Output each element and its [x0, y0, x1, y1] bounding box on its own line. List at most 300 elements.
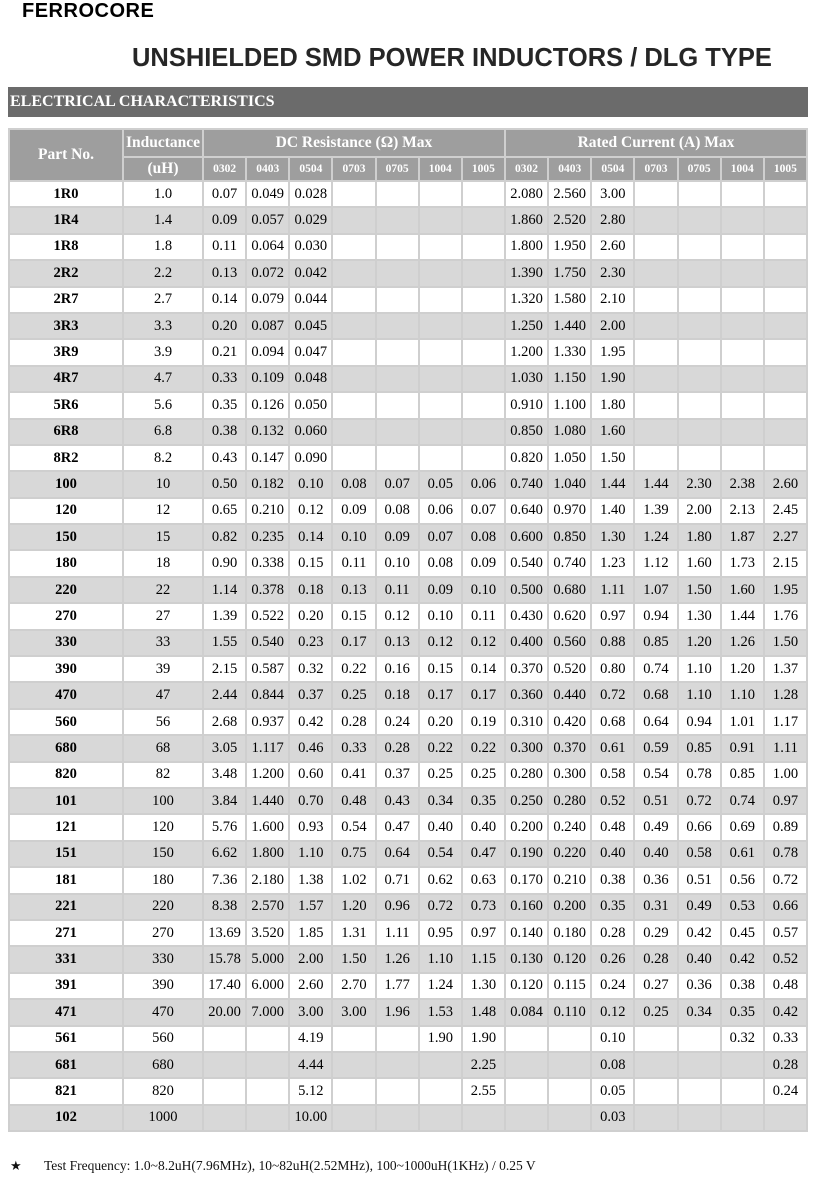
rated-current-cell: 1.90 — [592, 367, 633, 391]
rated-current-cell: 0.25 — [635, 1000, 676, 1024]
rated-current-cell — [679, 340, 720, 364]
dc-resistance-cell — [420, 367, 461, 391]
rated-current-cell — [679, 1079, 720, 1103]
rated-current-cell — [635, 1053, 676, 1077]
rated-current-cell: 1.80 — [592, 393, 633, 417]
dc-resistance-cell: 0.17 — [463, 683, 504, 707]
rated-current-cell: 2.520 — [549, 208, 590, 232]
dc-resistance-cell: 1.85 — [290, 921, 331, 945]
dc-resistance-cell: 0.25 — [463, 763, 504, 787]
rated-current-cell: 0.360 — [506, 683, 547, 707]
rated-current-cell: 0.61 — [592, 736, 633, 760]
rated-current-cell: 0.250 — [506, 789, 547, 813]
dc-resistance-cell: 2.570 — [247, 895, 288, 919]
rated-current-cell — [722, 420, 763, 444]
rated-current-cell — [722, 261, 763, 285]
rated-current-cell: 2.13 — [722, 499, 763, 523]
rated-current-cell: 1.80 — [679, 525, 720, 549]
rated-current-cell: 0.58 — [592, 763, 633, 787]
inductance-cell: 470 — [124, 1000, 202, 1024]
rated-current-cell: 0.280 — [506, 763, 547, 787]
rated-current-cell: 0.38 — [592, 868, 633, 892]
dc-resistance-cell: 0.12 — [290, 499, 331, 523]
dc-resistance-cell: 0.63 — [463, 868, 504, 892]
dc-resistance-cell: 0.90 — [204, 551, 245, 575]
section-header: ELECTRICAL CHARACTERISTICS — [8, 87, 808, 117]
rated-current-cell: 0.48 — [592, 815, 633, 839]
header-inductance: Inductance — [124, 130, 202, 156]
rated-current-cell — [679, 182, 720, 206]
rated-current-cell — [722, 235, 763, 259]
header-current-size: 0703 — [635, 158, 676, 180]
page-title-wrap — [132, 44, 772, 73]
rated-current-cell — [635, 340, 676, 364]
rated-current-cell: 0.97 — [592, 604, 633, 628]
dc-resistance-cell: 0.65 — [204, 499, 245, 523]
dc-resistance-cell: 0.43 — [204, 446, 245, 470]
part-number-cell: 2R7 — [10, 288, 122, 312]
rated-current-cell — [635, 446, 676, 470]
inductance-cell: 56 — [124, 710, 202, 734]
dc-resistance-cell: 0.24 — [377, 710, 418, 734]
dc-resistance-cell: 0.09 — [420, 578, 461, 602]
dc-resistance-cell — [333, 182, 374, 206]
test-frequency-note — [10, 1158, 536, 1174]
inductance-cell: 5.6 — [124, 393, 202, 417]
dc-resistance-cell: 0.18 — [290, 578, 331, 602]
table-row — [10, 261, 806, 285]
rated-current-cell: 0.500 — [506, 578, 547, 602]
dc-resistance-cell: 1.39 — [204, 604, 245, 628]
dc-resistance-cell: 0.82 — [204, 525, 245, 549]
rated-current-cell: 0.520 — [549, 657, 590, 681]
rated-current-cell: 0.32 — [722, 1027, 763, 1051]
part-number-cell: 120 — [10, 499, 122, 523]
dc-resistance-cell: 0.33 — [333, 736, 374, 760]
table-row — [10, 340, 806, 364]
dc-resistance-cell — [204, 1027, 245, 1051]
dc-resistance-cell: 0.12 — [463, 631, 504, 655]
dc-resistance-cell: 0.11 — [204, 235, 245, 259]
table-row — [10, 736, 806, 760]
dc-resistance-cell: 1.15 — [463, 947, 504, 971]
dc-resistance-cell: 0.40 — [463, 815, 504, 839]
table-row — [10, 895, 806, 919]
dc-resistance-cell: 1.02 — [333, 868, 374, 892]
dc-resistance-cell: 4.44 — [290, 1053, 331, 1077]
rated-current-cell — [549, 1027, 590, 1051]
rated-current-cell: 0.80 — [592, 657, 633, 681]
dc-resistance-cell: 0.28 — [333, 710, 374, 734]
rated-current-cell — [506, 1079, 547, 1103]
dc-resistance-cell — [333, 314, 374, 338]
part-number-cell: 101 — [10, 789, 122, 813]
dc-resistance-cell: 5.76 — [204, 815, 245, 839]
table-row — [10, 974, 806, 998]
dc-resistance-cell: 1.440 — [247, 789, 288, 813]
header-dcr-size: 1004 — [420, 158, 461, 180]
dc-resistance-cell: 0.050 — [290, 393, 331, 417]
rated-current-cell: 1.150 — [549, 367, 590, 391]
dc-resistance-cell: 1.10 — [420, 947, 461, 971]
table-row — [10, 288, 806, 312]
rated-current-cell: 0.59 — [635, 736, 676, 760]
inductance-cell: 390 — [124, 974, 202, 998]
rated-current-cell: 1.580 — [549, 288, 590, 312]
rated-current-cell: 1.95 — [765, 578, 806, 602]
dc-resistance-cell: 0.10 — [463, 578, 504, 602]
dc-resistance-cell — [463, 235, 504, 259]
rated-current-cell — [679, 367, 720, 391]
rated-current-cell: 0.400 — [506, 631, 547, 655]
dc-resistance-cell: 0.35 — [463, 789, 504, 813]
rated-current-cell: 0.49 — [635, 815, 676, 839]
rated-current-cell: 1.250 — [506, 314, 547, 338]
dc-resistance-cell: 0.23 — [290, 631, 331, 655]
rated-current-cell: 0.66 — [679, 815, 720, 839]
rated-current-cell — [765, 340, 806, 364]
part-number-cell: 8R2 — [10, 446, 122, 470]
rated-current-cell: 1.320 — [506, 288, 547, 312]
rated-current-cell — [765, 393, 806, 417]
dc-resistance-cell: 1.90 — [420, 1027, 461, 1051]
dc-resistance-cell — [463, 340, 504, 364]
rated-current-cell: 1.800 — [506, 235, 547, 259]
dc-resistance-cell — [333, 208, 374, 232]
part-number-cell: 3R9 — [10, 340, 122, 364]
dc-resistance-cell: 10.00 — [290, 1106, 331, 1130]
rated-current-cell: 0.430 — [506, 604, 547, 628]
dc-resistance-cell: 0.090 — [290, 446, 331, 470]
inductance-cell: 22 — [124, 578, 202, 602]
dc-resistance-cell: 0.37 — [290, 683, 331, 707]
rated-current-cell: 0.31 — [635, 895, 676, 919]
part-number-cell: 121 — [10, 815, 122, 839]
dc-resistance-cell: 0.11 — [463, 604, 504, 628]
dc-resistance-cell: 1.30 — [463, 974, 504, 998]
rated-current-cell: 0.40 — [592, 842, 633, 866]
dc-resistance-cell: 0.079 — [247, 288, 288, 312]
table-row — [10, 208, 806, 232]
dc-resistance-cell: 0.057 — [247, 208, 288, 232]
rated-current-cell: 1.28 — [765, 683, 806, 707]
inductance-cell: 1000 — [124, 1106, 202, 1130]
rated-current-cell: 0.140 — [506, 921, 547, 945]
rated-current-cell: 1.10 — [679, 657, 720, 681]
dc-resistance-cell: 0.235 — [247, 525, 288, 549]
rated-current-cell: 0.69 — [722, 815, 763, 839]
dc-resistance-cell — [377, 288, 418, 312]
table-row — [10, 551, 806, 575]
dc-resistance-cell: 1.48 — [463, 1000, 504, 1024]
rated-current-cell: 0.42 — [765, 1000, 806, 1024]
inductance-cell: 680 — [124, 1053, 202, 1077]
inductance-cell: 3.9 — [124, 340, 202, 364]
dc-resistance-cell: 0.28 — [377, 736, 418, 760]
dc-resistance-cell: 0.030 — [290, 235, 331, 259]
part-number-cell: 391 — [10, 974, 122, 998]
dc-resistance-cell — [204, 1053, 245, 1077]
inductance-cell: 180 — [124, 868, 202, 892]
brand-name: FERROCORE — [22, 0, 155, 22]
table-row — [10, 314, 806, 338]
table-row — [10, 235, 806, 259]
dc-resistance-cell: 2.60 — [290, 974, 331, 998]
dc-resistance-cell: 0.75 — [333, 842, 374, 866]
rated-current-cell — [679, 261, 720, 285]
rated-current-cell: 0.74 — [722, 789, 763, 813]
table-row — [10, 1027, 806, 1051]
rated-current-cell: 0.28 — [765, 1053, 806, 1077]
star-icon: ★ — [10, 1158, 22, 1173]
rated-current-cell — [549, 1079, 590, 1103]
rated-current-cell — [635, 288, 676, 312]
rated-current-cell — [549, 1053, 590, 1077]
rated-current-cell — [679, 288, 720, 312]
dc-resistance-cell: 5.12 — [290, 1079, 331, 1103]
dc-resistance-cell: 0.07 — [377, 472, 418, 496]
rated-current-cell: 0.51 — [635, 789, 676, 813]
dc-resistance-cell: 0.045 — [290, 314, 331, 338]
table-row — [10, 815, 806, 839]
dc-resistance-cell: 0.22 — [463, 736, 504, 760]
rated-current-cell: 2.45 — [765, 499, 806, 523]
dc-resistance-cell — [247, 1027, 288, 1051]
dc-resistance-cell: 0.522 — [247, 604, 288, 628]
rated-current-cell: 0.03 — [592, 1106, 633, 1130]
rated-current-cell: 1.11 — [765, 736, 806, 760]
rated-current-cell: 0.850 — [549, 525, 590, 549]
header-dcr-size: 1005 — [463, 158, 504, 180]
rated-current-cell — [722, 1106, 763, 1130]
dc-resistance-cell: 0.08 — [377, 499, 418, 523]
rated-current-cell — [679, 420, 720, 444]
dc-resistance-cell: 1.11 — [377, 921, 418, 945]
dc-resistance-cell: 0.20 — [290, 604, 331, 628]
dc-resistance-cell: 6.62 — [204, 842, 245, 866]
table-row — [10, 1106, 806, 1130]
dc-resistance-cell: 0.96 — [377, 895, 418, 919]
rated-current-cell: 0.36 — [679, 974, 720, 998]
rated-current-cell: 0.68 — [635, 683, 676, 707]
dc-resistance-cell: 0.13 — [377, 631, 418, 655]
rated-current-cell: 1.95 — [592, 340, 633, 364]
rated-current-cell — [765, 261, 806, 285]
dc-resistance-cell: 0.07 — [420, 525, 461, 549]
rated-current-cell: 1.330 — [549, 340, 590, 364]
rated-current-cell — [635, 1079, 676, 1103]
dc-resistance-cell: 1.90 — [463, 1027, 504, 1051]
rated-current-cell: 0.26 — [592, 947, 633, 971]
rated-current-cell — [765, 420, 806, 444]
dc-resistance-cell: 0.109 — [247, 367, 288, 391]
table-row — [10, 1000, 806, 1024]
dc-resistance-cell — [333, 446, 374, 470]
rated-current-cell: 2.15 — [765, 551, 806, 575]
dc-resistance-cell: 0.32 — [290, 657, 331, 681]
rated-current-cell — [722, 314, 763, 338]
dc-resistance-cell: 0.15 — [290, 551, 331, 575]
header-current-size: 0705 — [679, 158, 720, 180]
part-number-cell: 820 — [10, 763, 122, 787]
rated-current-cell: 1.39 — [635, 499, 676, 523]
dc-resistance-cell: 0.13 — [333, 578, 374, 602]
rated-current-cell: 1.030 — [506, 367, 547, 391]
rated-current-cell: 2.00 — [592, 314, 633, 338]
dc-resistance-cell — [463, 420, 504, 444]
rated-current-cell: 0.420 — [549, 710, 590, 734]
rated-current-cell: 0.120 — [506, 974, 547, 998]
rated-current-cell: 0.36 — [635, 868, 676, 892]
inductance-cell: 3.3 — [124, 314, 202, 338]
dc-resistance-cell — [333, 261, 374, 285]
rated-current-cell: 0.72 — [765, 868, 806, 892]
rated-current-cell: 0.440 — [549, 683, 590, 707]
rated-current-cell: 1.60 — [592, 420, 633, 444]
rated-current-cell: 0.78 — [765, 842, 806, 866]
rated-current-cell: 0.200 — [506, 815, 547, 839]
header-dcr-size: 0504 — [290, 158, 331, 180]
rated-current-cell: 1.860 — [506, 208, 547, 232]
rated-current-cell — [506, 1027, 547, 1051]
rated-current-cell: 1.950 — [549, 235, 590, 259]
table-row — [10, 1053, 806, 1077]
dc-resistance-cell — [377, 208, 418, 232]
dc-resistance-cell: 0.08 — [463, 525, 504, 549]
rated-current-cell: 0.680 — [549, 578, 590, 602]
dc-resistance-cell: 1.55 — [204, 631, 245, 655]
part-number-cell: 151 — [10, 842, 122, 866]
dc-resistance-cell — [463, 182, 504, 206]
dc-resistance-cell: 1.77 — [377, 974, 418, 998]
dc-resistance-cell: 1.800 — [247, 842, 288, 866]
dc-resistance-cell: 0.08 — [333, 472, 374, 496]
rated-current-cell: 0.24 — [592, 974, 633, 998]
part-number-cell: 3R3 — [10, 314, 122, 338]
dc-resistance-cell — [377, 340, 418, 364]
dc-resistance-cell — [377, 235, 418, 259]
rated-current-cell: 0.740 — [549, 551, 590, 575]
dc-resistance-cell — [463, 288, 504, 312]
part-number-cell: 390 — [10, 657, 122, 681]
dc-resistance-cell: 2.00 — [290, 947, 331, 971]
dc-resistance-cell — [463, 261, 504, 285]
rated-current-cell: 1.17 — [765, 710, 806, 734]
dc-resistance-cell: 2.180 — [247, 868, 288, 892]
dc-resistance-cell — [420, 393, 461, 417]
rated-current-cell — [679, 1053, 720, 1077]
rated-current-cell: 0.28 — [592, 921, 633, 945]
dc-resistance-cell — [377, 314, 418, 338]
rated-current-cell: 2.30 — [679, 472, 720, 496]
rated-current-cell: 0.540 — [506, 551, 547, 575]
table-row — [10, 367, 806, 391]
dc-resistance-cell: 20.00 — [204, 1000, 245, 1024]
dc-resistance-cell: 1.96 — [377, 1000, 418, 1024]
rated-current-cell: 1.24 — [635, 525, 676, 549]
rated-current-cell: 0.38 — [722, 974, 763, 998]
rated-current-cell: 0.910 — [506, 393, 547, 417]
dc-resistance-cell: 2.70 — [333, 974, 374, 998]
dc-resistance-cell: 0.09 — [463, 551, 504, 575]
dc-resistance-cell: 3.84 — [204, 789, 245, 813]
rated-current-cell: 0.66 — [765, 895, 806, 919]
dc-resistance-cell: 1.20 — [333, 895, 374, 919]
rated-current-cell: 1.44 — [635, 472, 676, 496]
rated-current-cell: 0.300 — [506, 736, 547, 760]
rated-current-cell: 0.370 — [549, 736, 590, 760]
dc-resistance-cell: 0.43 — [377, 789, 418, 813]
table-row — [10, 710, 806, 734]
rated-current-cell: 0.57 — [765, 921, 806, 945]
dc-resistance-cell — [420, 288, 461, 312]
part-number-cell: 681 — [10, 1053, 122, 1077]
rated-current-cell: 1.080 — [549, 420, 590, 444]
rated-current-cell: 0.58 — [679, 842, 720, 866]
rated-current-cell: 0.68 — [592, 710, 633, 734]
dc-resistance-cell: 0.044 — [290, 288, 331, 312]
dc-resistance-cell: 1.10 — [290, 842, 331, 866]
dc-resistance-cell: 0.094 — [247, 340, 288, 364]
dc-resistance-cell: 0.14 — [463, 657, 504, 681]
dc-resistance-cell: 0.21 — [204, 340, 245, 364]
rated-current-cell: 0.35 — [722, 1000, 763, 1024]
dc-resistance-cell: 0.25 — [333, 683, 374, 707]
inductance-cell: 1.0 — [124, 182, 202, 206]
rated-current-cell: 0.560 — [549, 631, 590, 655]
part-number-cell: 561 — [10, 1027, 122, 1051]
rated-current-cell: 0.56 — [722, 868, 763, 892]
dc-resistance-cell: 0.20 — [420, 710, 461, 734]
dc-resistance-cell: 0.71 — [377, 868, 418, 892]
dc-resistance-cell: 0.95 — [420, 921, 461, 945]
rated-current-cell: 0.850 — [506, 420, 547, 444]
table-row — [10, 499, 806, 523]
inductance-cell: 12 — [124, 499, 202, 523]
dc-resistance-cell — [204, 1106, 245, 1130]
rated-current-cell: 1.26 — [722, 631, 763, 655]
dc-resistance-cell — [247, 1079, 288, 1103]
dc-resistance-cell: 3.48 — [204, 763, 245, 787]
rated-current-cell — [635, 367, 676, 391]
rated-current-cell: 1.390 — [506, 261, 547, 285]
dc-resistance-cell: 0.11 — [377, 578, 418, 602]
rated-current-cell — [722, 446, 763, 470]
dc-resistance-cell — [420, 1079, 461, 1103]
rated-current-cell: 0.61 — [722, 842, 763, 866]
rated-current-cell: 0.35 — [592, 895, 633, 919]
dc-resistance-cell: 0.48 — [333, 789, 374, 813]
rated-current-cell: 0.120 — [549, 947, 590, 971]
header-current-size: 1005 — [765, 158, 806, 180]
dc-resistance-cell: 0.34 — [420, 789, 461, 813]
dc-resistance-cell: 5.000 — [247, 947, 288, 971]
rated-current-cell: 1.07 — [635, 578, 676, 602]
rated-current-cell: 1.30 — [592, 525, 633, 549]
part-number-cell: 470 — [10, 683, 122, 707]
rated-current-cell: 1.50 — [679, 578, 720, 602]
dc-resistance-cell: 1.200 — [247, 763, 288, 787]
rated-current-cell: 0.85 — [635, 631, 676, 655]
dc-resistance-cell — [463, 367, 504, 391]
dc-resistance-cell: 7.000 — [247, 1000, 288, 1024]
dc-resistance-cell: 0.62 — [420, 868, 461, 892]
dc-resistance-cell — [377, 446, 418, 470]
rated-current-cell — [506, 1053, 547, 1077]
rated-current-cell: 0.820 — [506, 446, 547, 470]
dc-resistance-cell: 0.087 — [247, 314, 288, 338]
rated-current-cell — [679, 208, 720, 232]
